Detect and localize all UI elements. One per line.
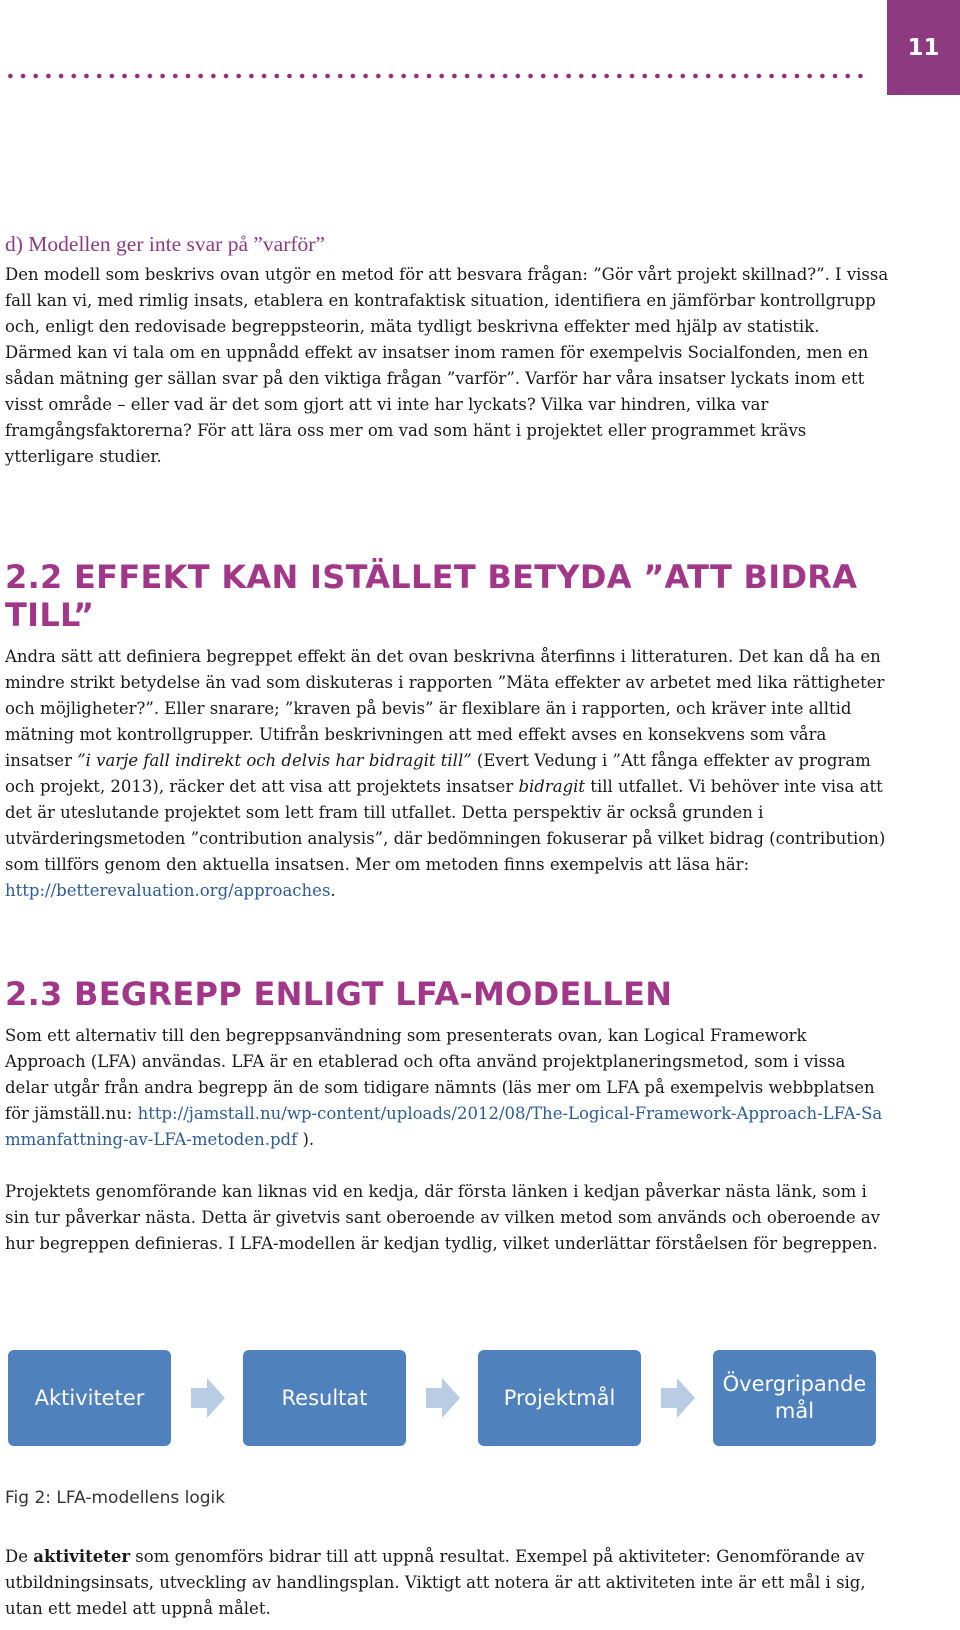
section-d-heading: d) Modellen ger inte svar på ”varför” <box>5 232 325 256</box>
section-2-2-text-1: Andra sätt att definiera begreppet effekt än det ovan beskrivna återfinns i litteraturen. Det kan då ha en mindre strikt betydelse än vad som diskuteras i rapporten ”Mäta effekter av arbetet med lika rättigheter och möjligheter?”. Eller snarare; ”kraven på bevis” är flexiblare än i rapporten, och kräver inte alltid mätning mot kontrollgrupper. Utifrån beskrivningen att med effekt avses en konsekvens som våra insatser <box>5 647 885 770</box>
flow-arrow-icon <box>661 1378 695 1418</box>
final-text-pre: De <box>5 1547 34 1566</box>
dotted-rule <box>4 70 864 82</box>
section-2-2-italic-quote: ”i varje fall indirekt och delvis har bidragit till” <box>77 751 472 770</box>
section-2-2-text-4: . <box>330 881 336 900</box>
section-d <box>5 230 890 470</box>
final-paragraph-block <box>5 1544 890 1622</box>
flow-arrow-icon <box>426 1378 460 1418</box>
section-2-3-heading: 2.3 BEGREPP ENLIGT LFA-MODELLEN <box>5 975 673 1013</box>
section-2-3-paragraph-2: Projektets genomförande kan liknas vid en kedja, där första länken i kedjan påverkar nästa länk, som i sin tur påverkar nästa. Detta är givetvis sant oberoende av vilken metod som används och oberoende av hur begreppen definieras. I LFA-modellen är kedjan tydlig, vilket underlättar förståelsen för begreppen. <box>5 1182 881 1253</box>
section-d-paragraph: Den modell som beskrivs ovan utgör en metod för att besvara frågan: ”Gör vårt projekt skillnad?”. I vissa fall kan vi, med rimlig insats, etablera en kontrafaktisk situation, identifiera en jämförbar kontrollgrupp och, enligt den redovisade begreppsteorin, mäta tydligt beskrivna effekter med hjälp av statistik. Därmed kan vi tala om en uppnådd effekt av insatser inom ramen för exempelvis Socialfonden, men en sådan mätning ger sällan svar på den viktiga frågan ”varför”. Varför har våra insatser lyckats inom ett visst område – eller vad är det som gjort att vi inte har lyckats? Vilka var hindren, vilka var framgångsfaktorerna? För att lära oss mer om vad som hänt i projektet eller programmet krävs ytterligare studier. <box>5 265 889 466</box>
betterevaluation-link[interactable]: http://betterevaluation.org/approaches <box>5 881 331 900</box>
figure-caption: Fig 2: LFA-modellens logik <box>5 1488 226 1508</box>
section-2-2-text-2: (Evert Vedung i ”Att fånga effekter av program och projekt, 2013), räcker det att visa att projektets insatser <box>5 751 871 796</box>
final-text-post: som genomförs bidrar till att uppnå resultat. Exempel på aktiviteter: Genomförande av utbildningsinsats, utveckling av handlingsplan. Viktigt att notera är att aktiviteten inte är ett mål i sig, utan ett medel att uppnå målet. <box>5 1547 866 1618</box>
lfa-flow-diagram <box>8 1350 876 1446</box>
flow-step-activities: Aktiviteter <box>8 1350 171 1446</box>
flow-step-project-goal: Projektmål <box>478 1350 641 1446</box>
final-paragraph <box>5 1544 890 1622</box>
section-2-2-heading: 2.2 EFFEKT KAN ISTÄLLET BETYDA ”ATT BIDRA TILL” <box>5 558 858 634</box>
page-number: 11 <box>887 0 960 95</box>
section-2-2-text-3: till utfallet. Vi behöver inte visa att det är uteslutande projektet som lett fram till utfallet. Detta perspektiv är också grunden i utvärderingsmetoden ”contribution analysis”, där bedömningen fokuserar på vilket bidrag (contribution) som tillförs genom den aktuella insatsen. Mer om metoden finns exempelvis att läsa här: <box>5 777 886 874</box>
section-2-2-paragraph <box>5 644 890 904</box>
flow-step-overall-goal: Övergripande mål <box>713 1350 876 1446</box>
section-2-3-paragraph-1 <box>5 1023 890 1153</box>
jamstall-link[interactable]: http://jamstall.nu/wp-content/uploads/2012/08/The-Logical-Framework-Approach-LFA-Sammanfattning-av-LFA-metoden.pdf <box>5 1104 883 1149</box>
section-2-2 <box>5 558 890 904</box>
flow-step-results: Resultat <box>243 1350 406 1446</box>
section-2-3-text-1: Som ett alternativ till den begreppsanvändning som presenterats ovan, kan Logical Framework Approach (LFA) användas. LFA är en etablerad och ofta använd projektplaneringsmetod, som i vissa delar utgår från andra begrepp än de som tidigare nämnts (läs mer om LFA på exempelvis webbplatsen för jämställ.nu: <box>5 1026 875 1123</box>
section-2-3-text-1-end: ). <box>297 1130 315 1149</box>
section-2-3 <box>5 975 890 1257</box>
section-2-2-italic-word: bidragit <box>518 777 586 796</box>
final-text-bold: aktiviteter <box>33 1547 131 1566</box>
flow-arrow-icon <box>191 1378 225 1418</box>
